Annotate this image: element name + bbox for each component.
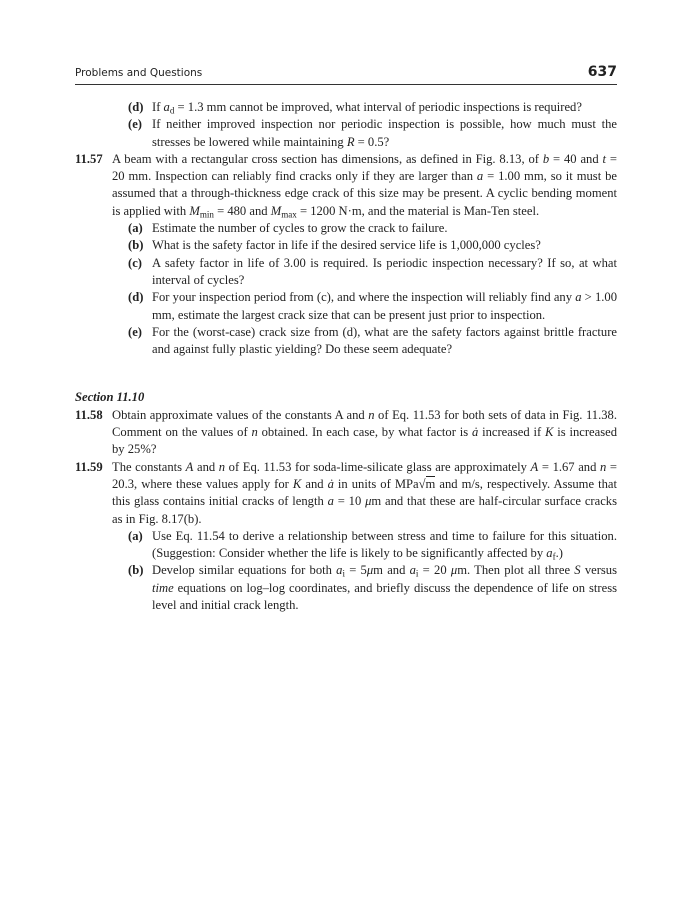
text-run: A beam with a rectangular cross section has dimensions, as defined in Fig. 8.13, of: [112, 151, 543, 166]
math-symbol: M: [270, 203, 282, 218]
subscript: f: [552, 551, 556, 562]
text-run: = 20.3, where these values apply for: [112, 459, 618, 491]
math-symbol: a: [575, 290, 582, 305]
text-run: The constants: [112, 459, 186, 474]
text-run: of Eq. 11.53 for both sets of data in Fig. 11.38. Comment on the values of: [112, 407, 617, 440]
text-run: = 40 and: [549, 151, 603, 166]
part-label: (d): [128, 290, 144, 305]
problem-part: [75, 289, 617, 324]
text-run: = 20 mm. Inspection can reliably find cracks only if they are larger than: [112, 151, 617, 184]
text-run: Section 11.10: [75, 390, 145, 405]
problem-part: [75, 562, 617, 614]
text-run: and: [193, 459, 219, 474]
text-run: > 1.00 mm, estimate the largest crack size that can be present just prior to inspection.: [152, 290, 617, 322]
part-label: (b): [128, 238, 144, 253]
part-label: (a): [128, 221, 143, 236]
text-run: If neither improved inspection nor periodic inspection is possible, how much must the stresses be lowered while maintaining: [152, 117, 617, 149]
math-symbol: n: [368, 407, 375, 422]
math-symbol: K: [545, 425, 554, 440]
text-run: m and: [373, 563, 410, 578]
math-symbol: n: [600, 459, 607, 474]
text-run: For the (worst-case) crack size from (d), what are the safety factors against brittle fracture and against fully plastic yielding? Do these seem adequate?: [152, 324, 617, 357]
subscript: i: [415, 569, 419, 580]
problem: [75, 151, 617, 220]
math-symbol: μ: [366, 563, 374, 578]
math-symbol: m: [425, 476, 436, 491]
text-run: = 1.00 mm, so it must be assumed that a through-thickness edge crack of this size may be present. A cyclic bending moment is applied with: [112, 169, 617, 218]
page-number: 637: [587, 64, 617, 80]
text-run: Use Eq. 11.54 to derive a relationship between stress and time to failure for this situation. (Suggestion: Consider whether the life is likely to be significantly affected by: [152, 528, 617, 561]
text-run: A safety factor in life of 3.00 is required. Is periodic inspection necessary? If so, at what interval of cycles?: [152, 255, 617, 287]
text-run: If: [152, 100, 164, 114]
math-symbol: b: [542, 151, 550, 166]
running-header: [75, 66, 617, 85]
problem: [75, 459, 617, 528]
text-run: = 1.3 mm cannot be improved, what interval of periodic inspections is required?: [174, 100, 582, 114]
text-run: = 1.67 and: [538, 459, 600, 474]
text-run: in units of MPa√: [333, 476, 426, 491]
text-run: Estimate the number of cycles to grow the crack to failure.: [152, 221, 448, 236]
part-label: (a): [128, 528, 143, 543]
math-symbol: a: [163, 100, 170, 114]
text-run: increased if: [478, 425, 545, 440]
problem-part: [75, 99, 617, 116]
text-run: m and that these are half-circular surface cracks as in Fig. 8.17(b).: [112, 494, 617, 526]
part-label: (c): [128, 255, 142, 270]
section-heading: [75, 389, 617, 406]
math-symbol: ȧ: [327, 476, 334, 491]
text-run: versus: [580, 563, 618, 578]
text-run: .): [555, 546, 563, 561]
problem-part: [75, 237, 617, 254]
math-symbol: S: [574, 563, 581, 578]
math-symbol: R: [346, 134, 355, 149]
problem-part: [75, 116, 617, 151]
math-symbol: μ: [365, 494, 372, 509]
math-symbol: time: [152, 580, 174, 595]
text-run: and m/s, respectively. Assume that this glass contains initial cracks of length: [112, 476, 617, 509]
text-run: What is the safety factor in life if the desired service life is 1,000,000 cycles?: [152, 238, 541, 253]
math-symbol: n: [218, 459, 226, 474]
text-run: equations on log–log coordinates, and briefly discuss the dependence of life on stress level and initial crack length.: [152, 580, 617, 613]
text-run: = 480 and: [213, 203, 271, 218]
part-label: (e): [128, 117, 142, 132]
text-run: For your inspection period from (c), and where the inspection will reliably find any: [152, 290, 576, 305]
math-symbol: a: [327, 494, 334, 509]
subscript: i: [342, 569, 345, 580]
problem-part: [75, 255, 617, 290]
problem-part: [75, 528, 617, 563]
text-run: obtained. In each case, by what factor is: [257, 425, 472, 440]
problem-number: 11.59: [75, 459, 103, 474]
text-run: = 10: [333, 494, 366, 509]
text-run: Obtain approximate values of the constants A and: [112, 407, 369, 422]
math-symbol: M: [189, 203, 200, 218]
text-run: Develop similar equations for both: [152, 563, 337, 578]
text-run: = 0.5?: [354, 134, 390, 149]
math-symbol: A: [530, 459, 539, 474]
problem-part: [75, 324, 617, 359]
part-label: (b): [128, 563, 144, 578]
math-symbol: a: [476, 169, 484, 184]
text-run: of Eq. 11.53 for soda-lime-silicate glass are approximately: [225, 459, 531, 474]
running-title: Problems and Questions: [75, 67, 203, 79]
problem-number: 11.57: [75, 151, 103, 166]
subscript: max: [281, 209, 297, 220]
math-symbol: a: [409, 563, 416, 578]
text-run: = 20: [418, 563, 451, 578]
text-run: and: [301, 476, 328, 491]
math-symbol: t: [602, 151, 607, 166]
math-symbol: K: [292, 476, 302, 491]
text-run: = 5: [344, 563, 367, 578]
math-symbol: ȧ: [471, 425, 479, 440]
subscript: d: [169, 105, 175, 116]
part-label: (d): [128, 100, 144, 114]
text-run: is increased by 25%?: [112, 425, 618, 457]
math-symbol: a: [546, 546, 553, 561]
math-symbol: n: [251, 425, 258, 440]
text-run: m. Then plot all three: [457, 563, 575, 578]
subscript: min: [199, 209, 214, 220]
math-symbol: μ: [450, 563, 458, 578]
text-run: = 1200 N·m, and the material is Man-Ten steel.: [296, 203, 540, 218]
math-symbol: a: [336, 563, 343, 578]
page-body: [75, 99, 617, 614]
problem-number: 11.58: [75, 407, 103, 422]
problem: [75, 407, 617, 459]
problem-part: [75, 220, 617, 237]
part-label: (e): [128, 324, 142, 339]
math-symbol: A: [185, 459, 194, 474]
